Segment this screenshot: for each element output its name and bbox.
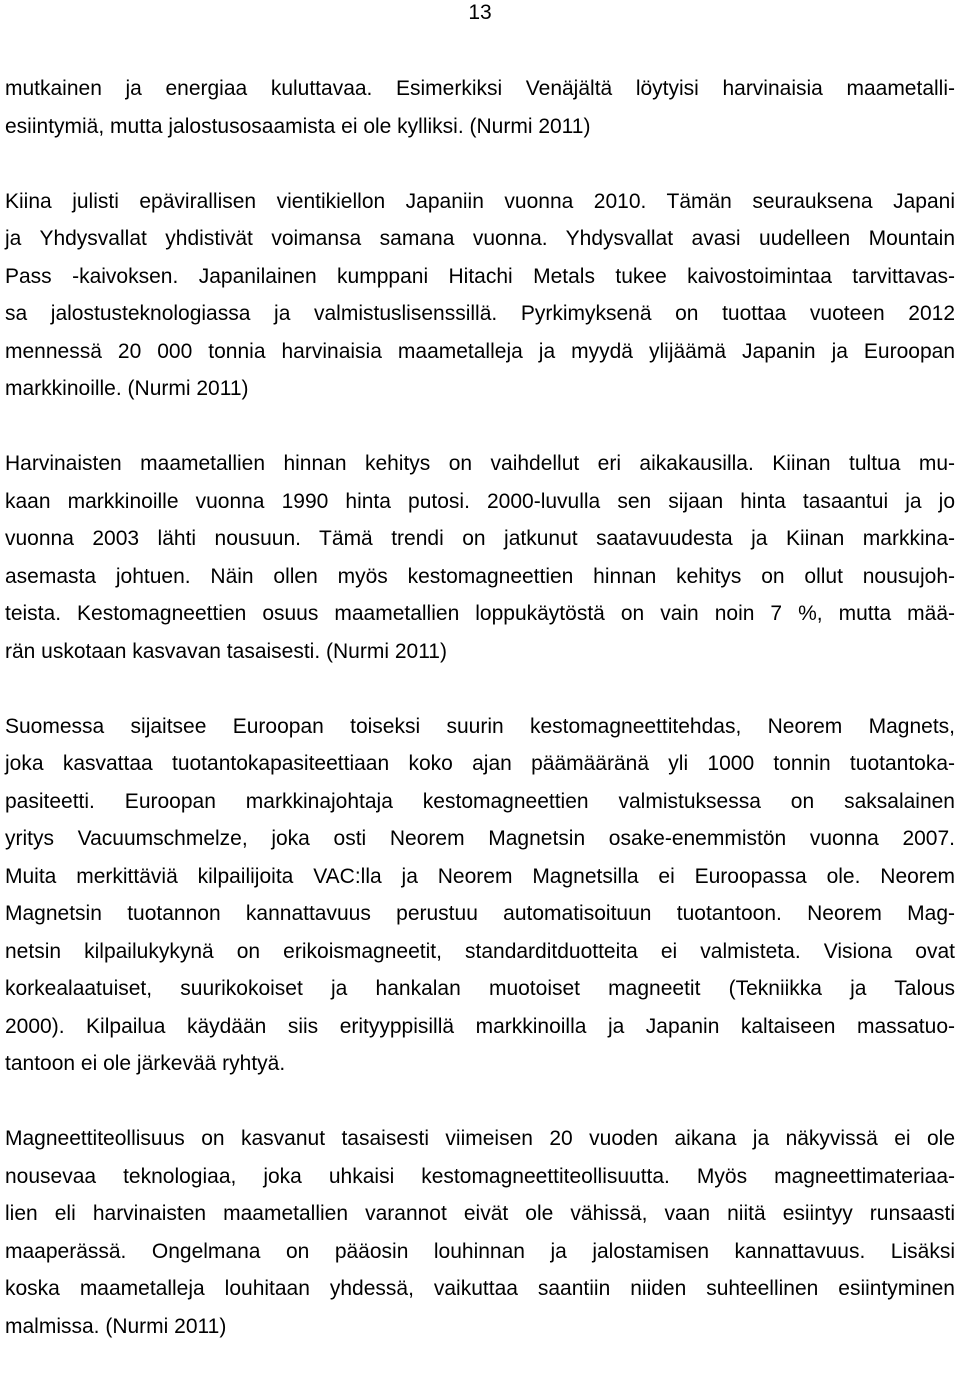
text-line: mennessä 20 000 tonnia harvinaisia maametalleja ja myydä ylijäämä Japanin ja Euroopan bbox=[5, 339, 955, 363]
text-line: teista. Kestomagneettien osuus maametallien loppukäytöstä on vain noin 7 %, mutta mää- bbox=[5, 602, 955, 625]
page-number: 13 bbox=[468, 1, 492, 24]
text-line: Kiina julisti epävirallisen vientikiellon Japaniin vuonna 2010. Tämän seurauksena Japani bbox=[5, 189, 955, 213]
text-line: koska maametalleja louhitaan yhdessä, vaikuttaa saantiin niiden suhteellinen esiintyminen bbox=[5, 1277, 955, 1300]
text-line: Muita merkittäviä kilpailijoita VAC:lla ja Neorem Magnetsilla ei Euroopassa ole. Neorem bbox=[5, 864, 955, 888]
text-line: markkinoille. (Nurmi 2011) bbox=[5, 377, 249, 400]
paragraph-gap bbox=[5, 145, 955, 183]
text-line: yritys Vacuumschmelze, joka osti Neorem Magnetsin osake-enemmistön vuonna 2007. bbox=[5, 827, 955, 850]
text-line: nousevaa teknologiaa, joka uhkaisi kestomagneettiteollisuutta. Myös magneettimateriaa- bbox=[5, 1164, 955, 1188]
text-line: kaan markkinoille vuonna 1990 hinta putosi. 2000-luvulla sen sijaan hinta tasaantui ja jo bbox=[5, 489, 955, 513]
paragraph-5 bbox=[5, 1120, 955, 1345]
text-line: Magneettiteollisuus on kasvanut tasaisesti viimeisen 20 vuoden aikana ja näkyvissä ei ole bbox=[5, 1127, 955, 1150]
paragraph-1 bbox=[5, 70, 955, 145]
text-line: maaperässä. Ongelmana on pääosin louhinnan ja jalostamisen kannattavuus. Lisäksi bbox=[5, 1239, 955, 1263]
text-line: 2000). Kilpailua käydään siis erityyppisillä markkinoilla ja Japanin kaltaiseen massatuo- bbox=[5, 1014, 955, 1038]
text-line: Magnetsin tuotannon kannattavuus perustuu automatisoituun tuotantoon. Neorem Mag- bbox=[5, 902, 955, 925]
text-line: tantoon ei ole järkevää ryhtyä. bbox=[5, 1052, 286, 1075]
paragraph-gap bbox=[5, 670, 955, 708]
text-line: Suomessa sijaitsee Euroopan toiseksi suurin kestomagneettitehdas, Neorem Magnets, bbox=[5, 714, 955, 738]
text-line: netsin kilpailukykynä on erikoismagneetit, standarditduotteita ei valmisteta. Visiona ovat bbox=[5, 939, 955, 963]
text-line: mutkainen ja energiaa kuluttavaa. Esimerkiksi Venäjältä löytyisi harvinaisia maametalli- bbox=[5, 77, 955, 100]
text-line: joka kasvattaa tuotantokapasiteettiaan koko ajan päämääränä yli 1000 tonnin tuotantoka- bbox=[5, 752, 955, 775]
paragraph-4 bbox=[5, 708, 955, 1083]
text-line: Pass -kaivoksen. Japanilainen kumppani Hitachi Metals tukee kaivostoimintaa tarvittavas- bbox=[5, 264, 955, 288]
paragraph-3 bbox=[5, 445, 955, 670]
text-line: Harvinaisten maametallien hinnan kehitys on vaihdellut eri aikakausilla. Kiinan tultua mu- bbox=[5, 452, 955, 475]
paragraph-gap bbox=[5, 408, 955, 446]
paragraph-gap bbox=[5, 1083, 955, 1121]
text-line: malmissa. (Nurmi 2011) bbox=[5, 1314, 227, 1338]
text-line: ja Yhdysvallat yhdistivät voimansa samana vuonna. Yhdysvallat avasi uudelleen Mountain bbox=[5, 227, 955, 250]
document-body bbox=[5, 70, 955, 1345]
paragraph-2 bbox=[5, 183, 955, 408]
text-line: lien eli harvinaisten maametallien varannot eivät ole vähissä, vaan niitä esiintyy runsaasti bbox=[5, 1202, 955, 1225]
text-line: vuonna 2003 lähti nousuun. Tämä trendi on jatkunut saatavuudesta ja Kiinan markkina- bbox=[5, 527, 955, 550]
text-line: esiintymiä, mutta jalostusosaamista ei ole kylliksi. (Nurmi 2011) bbox=[5, 114, 591, 138]
text-line: rän uskotaan kasvavan tasaisesti. (Nurmi 2011) bbox=[5, 639, 447, 663]
text-line: sa jalostusteknologiassa ja valmistuslisenssillä. Pyrkimyksenä on tuottaa vuoteen 2012 bbox=[5, 302, 955, 325]
text-line: asemasta johtuen. Näin ollen myös kestomagneettien hinnan kehitys on ollut nousujoh- bbox=[5, 564, 955, 588]
text-line: pasiteetti. Euroopan markkinajohtaja kestomagneettien valmistuksessa on saksalainen bbox=[5, 789, 955, 813]
text-line: korkealaatuiset, suurikokoiset ja hankalan muotoiset magneetit (Tekniikka ja Talous bbox=[5, 977, 955, 1000]
